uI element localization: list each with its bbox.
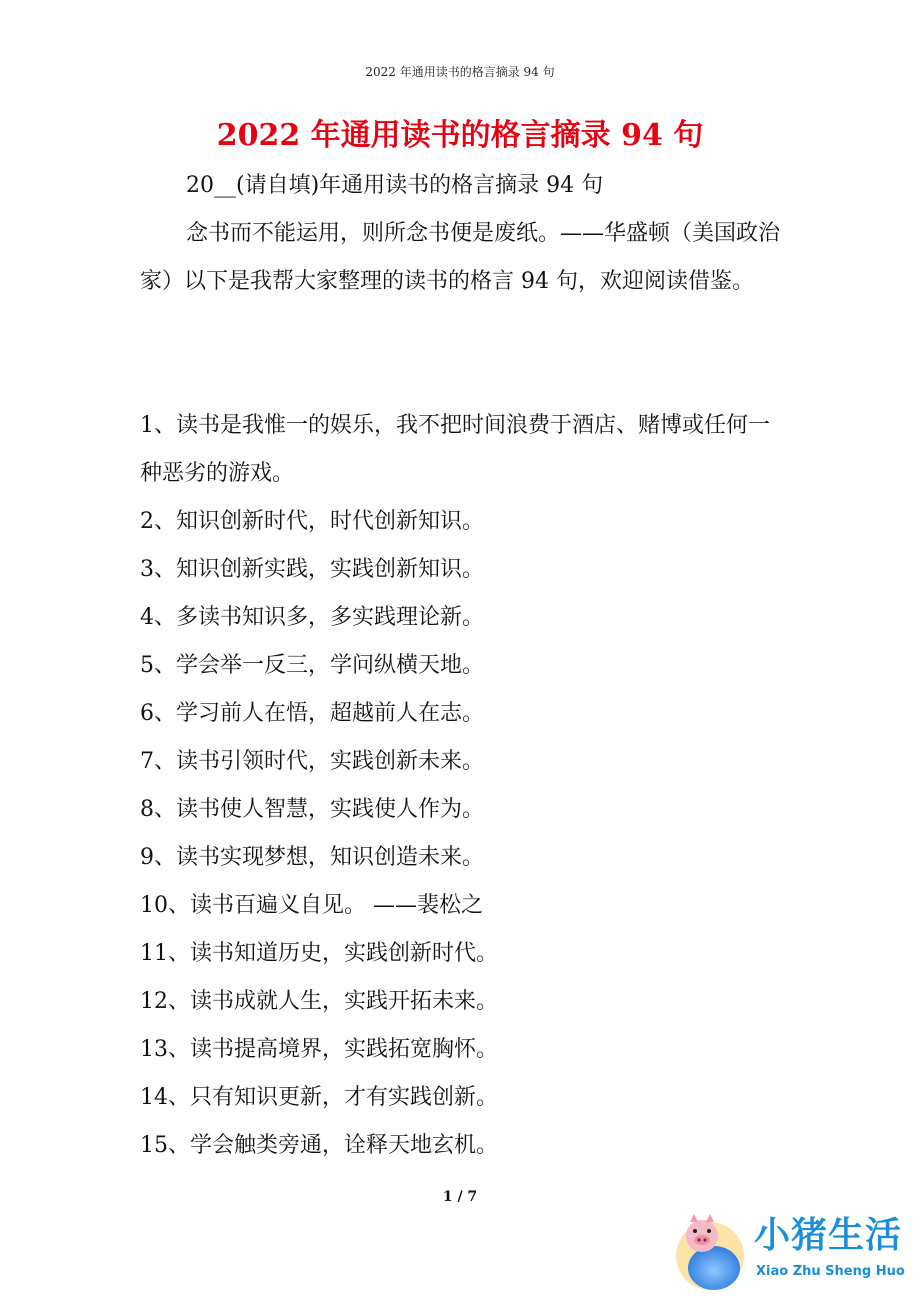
quote-item: 6、学习前人在悟，超越前人在志。 — [140, 701, 484, 726]
quote-item: 11、读书知道历史，实践创新时代。 — [140, 941, 498, 966]
quote-item: 3、知识创新实践，实践创新知识。 — [140, 557, 484, 582]
running-header: 2022 年通用读书的格言摘录 94 句 — [365, 65, 555, 79]
quote-item: 2、知识创新时代，时代创新知识。 — [140, 509, 484, 534]
quote-item: 1、读书是我惟一的娱乐，我不把时间浪费于酒店、赌博或任何一种恶劣的游戏。 — [140, 413, 770, 486]
document-title: 2022 年通用读书的格言摘录 94 句 — [216, 118, 704, 153]
quote-item: 13、读书提高境界，实践拓宽胸怀。 — [140, 1037, 498, 1062]
quote-item: 12、读书成就人生，实践开拓未来。 — [140, 989, 498, 1014]
intro-line: 20__(请自填)年通用读书的格言摘录 94 句 — [186, 173, 604, 198]
watermark-pinyin: Xiao Zhu Sheng Huo — [756, 1264, 905, 1279]
page-number: 1 / 7 — [442, 1189, 478, 1205]
watermark-logo — [672, 1206, 912, 1296]
intro-paragraph: 念书而不能运用，则所念书便是废纸。——华盛顿（美国政治家）以下是我帮大家整理的读书的格言 94 句，欢迎阅读借鉴。 — [140, 221, 781, 294]
quote-item: 9、读书实现梦想，知识创造未来。 — [140, 845, 484, 870]
quote-item: 15、学会触类旁通，诠释天地玄机。 — [140, 1133, 498, 1158]
quote-list — [140, 402, 780, 1170]
quote-item: 8、读书使人智慧，实践使人作为。 — [140, 797, 484, 822]
quote-item: 14、只有知识更新，才有实践创新。 — [140, 1085, 498, 1110]
quote-item: 4、多读书知识多，多实践理论新。 — [140, 605, 484, 630]
watermark-chinese: 小猪生活 — [754, 1215, 903, 1256]
quote-item: 10、读书百遍义自见。 ——裴松之 — [140, 893, 483, 918]
quote-item: 5、学会举一反三，学问纵横天地。 — [140, 653, 484, 678]
quote-item: 7、读书引领时代，实践创新未来。 — [140, 749, 484, 774]
pig-mascot-icon — [672, 1210, 752, 1294]
